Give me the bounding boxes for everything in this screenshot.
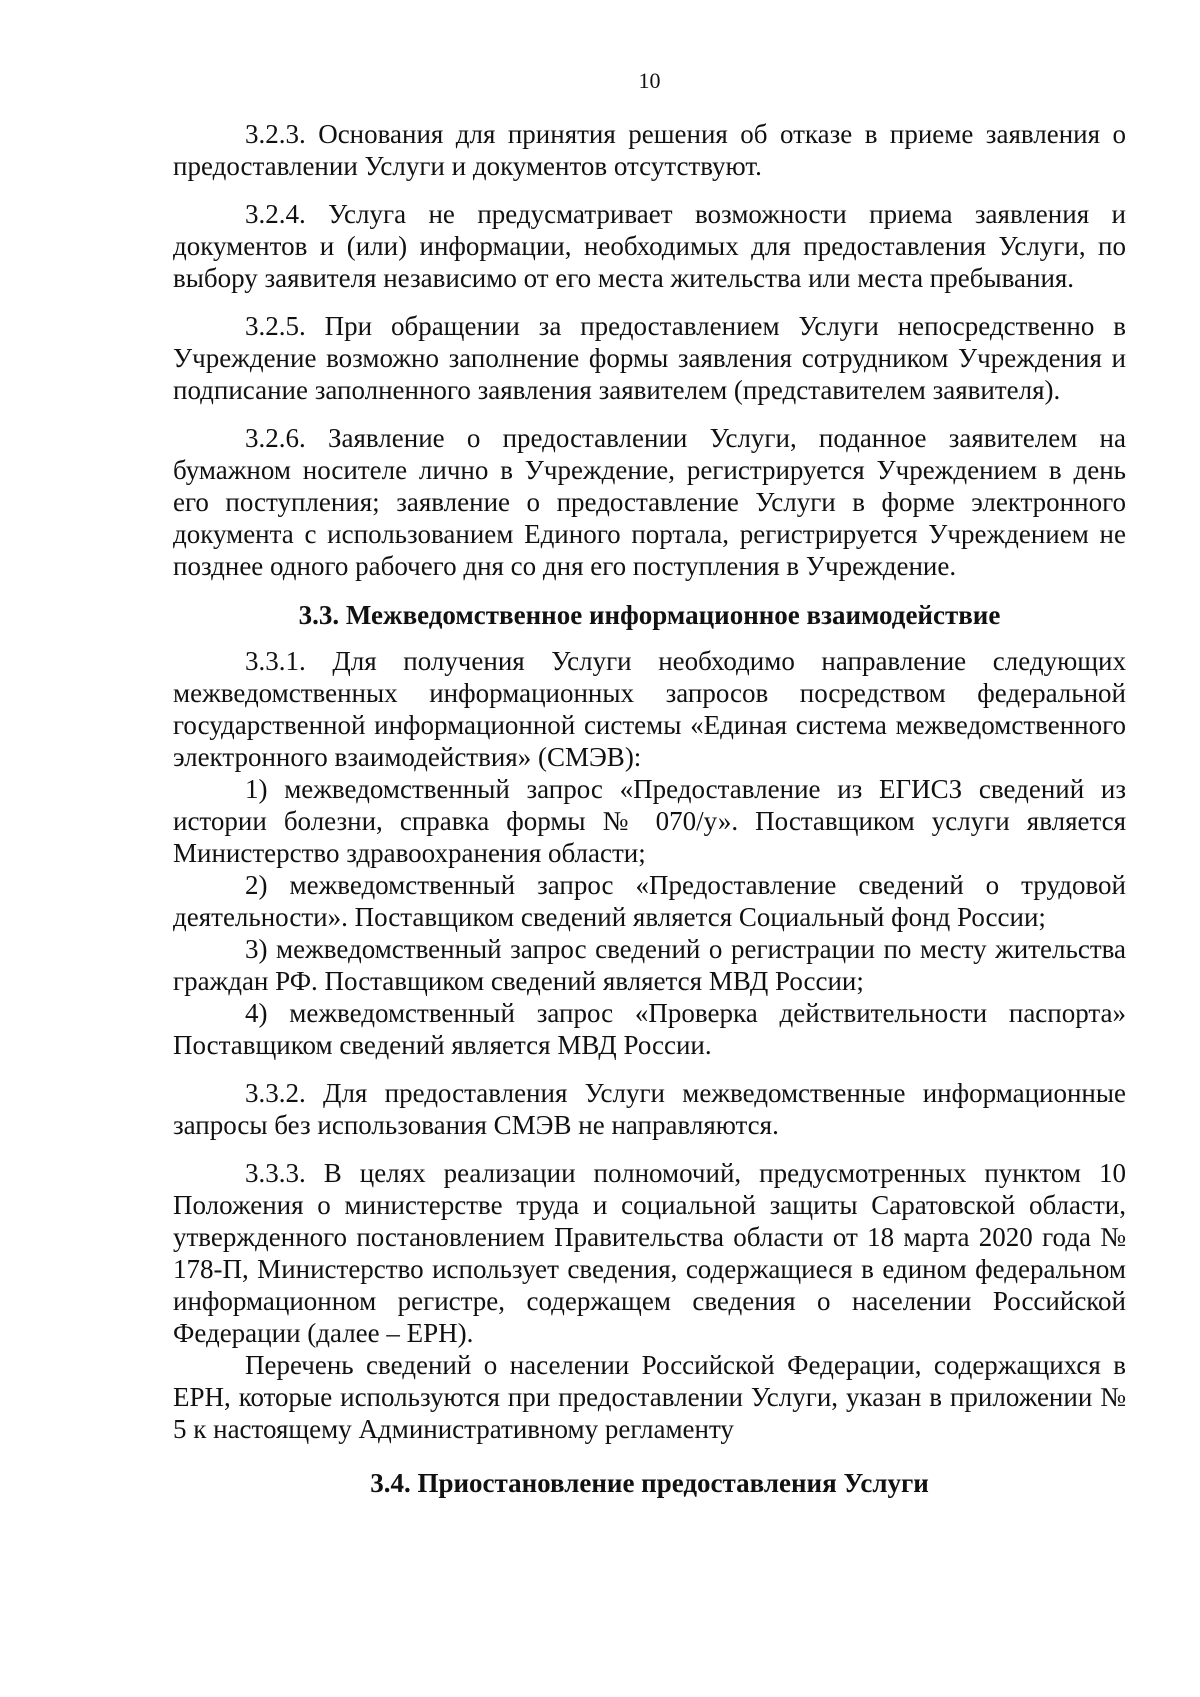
paragraph-3-2-6: 3.2.6. Заявление о предоставлении Услуги, поданное заявителем на бумажном носителе лично в Учреждение, регистрируется Учреждением в день его поступления; заявление о предоставление Услуги в форме электронного документа с использованием Единого портала, регистрируется Учреждением не позднее одного рабочего дня со дня его поступления в Учреждение.	[173, 423, 1126, 581]
list-item-3: 3) межведомственный запрос сведений о регистрации по месту жительства граждан РФ. Поставщиком сведений является МВД России;	[173, 934, 1126, 996]
document-page	[173, 66, 1126, 1513]
paragraph-3-3-3: 3.3.3. В целях реализации полномочий, предусмотренных пунктом 10 Положения о министерстве труда и социальной защиты Саратовской области, утвержденного постановлением Правительства области от 18 марта 2020 года № 178-П, Министерство использует сведения, содержащиеся в едином федеральном информационном регистре, содержащем сведения о населении Российской Федерации (далее – ЕРН).	[173, 1158, 1126, 1348]
page-number: 10	[638, 68, 661, 93]
paragraph-3-2-3: 3.2.3. Основания для принятия решения об отказе в приеме заявления о предоставлении Услуги и документов отсутствуют.	[173, 119, 1126, 181]
list-item-2: 2) межведомственный запрос «Предоставление сведений о трудовой деятельности». Поставщиком сведений является Социальный фонд России;	[173, 870, 1126, 932]
section-heading-3-4: 3.4. Приостановление предоставления Услуги	[370, 1468, 929, 1498]
paragraph-ern-list: Перечень сведений о населении Российской Федерации, содержащихся в ЕРН, которые используются при предоставлении Услуги, указан в приложении № 5 к настоящему Административному регламенту	[173, 1350, 1126, 1444]
paragraph-3-3-2: 3.3.2. Для предоставления Услуги межведомственные информационные запросы без использования СМЭВ не направляются.	[173, 1078, 1126, 1140]
paragraph-3-3-1: 3.3.1. Для получения Услуги необходимо направление следующих межведомственных информационных запросов посредством федеральной государственной информационной системы «Единая система межведомственного электронного взаимодействия» (СМЭВ):	[173, 646, 1126, 772]
list-item-1: 1) межведомственный запрос «Предоставление из ЕГИСЗ сведений из истории болезни, справка формы № 070/у». Поставщиком услуги является Министерство здравоохранения области;	[173, 774, 1126, 868]
list-item-4: 4) межведомственный запрос «Проверка действительности паспорта» Поставщиком сведений является МВД России.	[173, 998, 1126, 1060]
paragraph-3-2-5: 3.2.5. При обращении за предоставлением Услуги непосредственно в Учреждение возможно заполнение формы заявления сотрудником Учреждения и подписание заполненного заявления заявителем (представителем заявителя).	[173, 311, 1126, 405]
paragraph-3-2-4: 3.2.4. Услуга не предусматривает возможности приема заявления и документов и (или) информации, необходимых для предоставления Услуги, по выбору заявителя независимо от его места жительства или места пребывания.	[173, 199, 1126, 293]
section-heading-3-3: 3.3. Межведомственное информационное взаимодействие	[298, 600, 1001, 630]
